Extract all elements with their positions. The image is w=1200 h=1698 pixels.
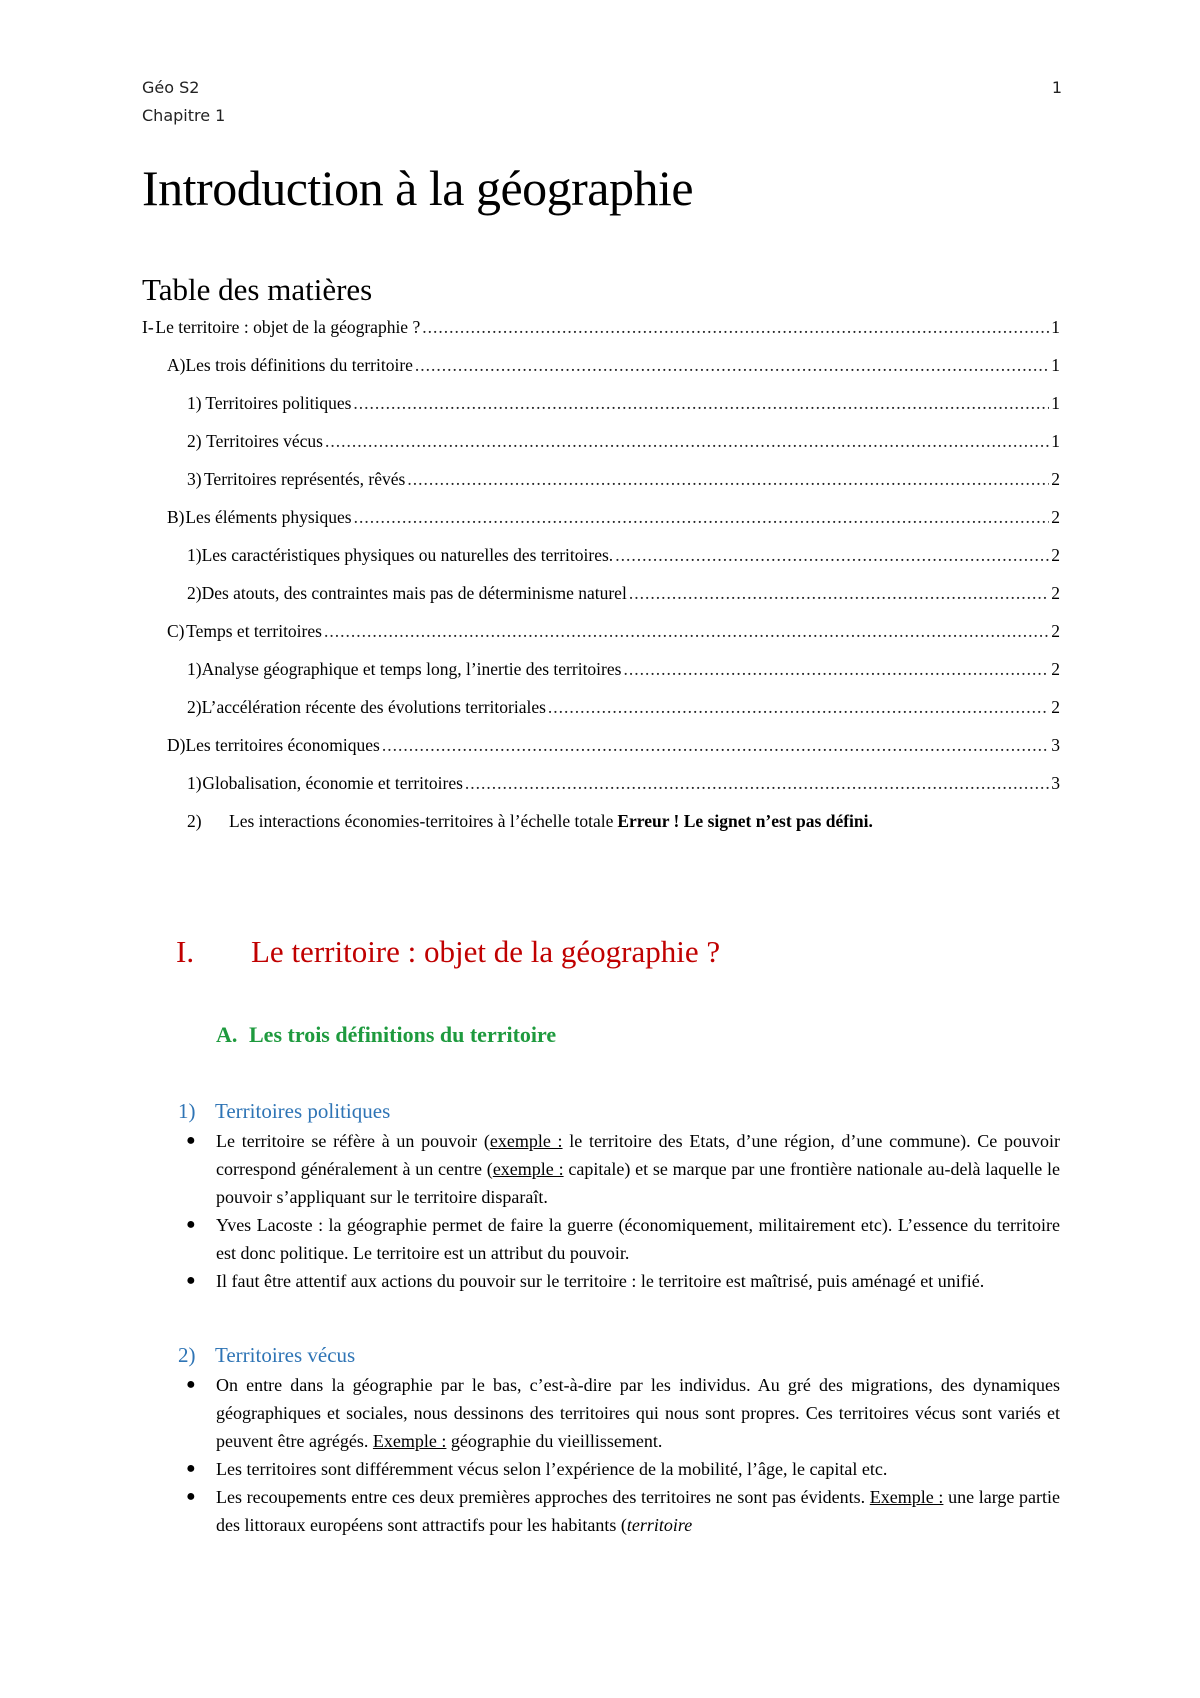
toc-entry-number: 1) [187, 659, 202, 679]
bullet-icon: ● [186, 1460, 196, 1477]
toc-entry-label: Temps et territoires [186, 621, 322, 641]
toc-entry-number: 2) [187, 811, 202, 831]
toc-entry-label: Des atouts, des contraintes mais pas de déterminisme naturel [201, 583, 627, 603]
toc-entry-number: 1) [187, 393, 202, 413]
toc-entry-number: 2) [187, 431, 202, 451]
toc-leader [415, 346, 1049, 384]
part-heading-2 [178, 1341, 355, 1369]
underlined-text: Exemple : [372, 1431, 447, 1451]
bullet-icon: ● [186, 1216, 196, 1233]
text-run: Il faut être attentif aux actions du pouvoir sur le territoire : le territoire est maîtrisé, puis aménagé et unifié. [216, 1271, 985, 1291]
subsection-title: Les trois définitions du territoire [249, 1022, 557, 1047]
bullet-icon: ● [186, 1488, 196, 1505]
document-title: Introduction à la géographie [142, 160, 694, 216]
toc-entry-label: Globalisation, économie et territoires [202, 773, 463, 793]
toc-entry-page: 1 [1051, 431, 1060, 451]
toc-entry[interactable] [142, 726, 1060, 764]
toc-leader [623, 650, 1049, 688]
section-title: Le territoire : objet de la géographie ? [251, 934, 721, 969]
text-run: géographie du vieillissement. [446, 1431, 663, 1451]
toc-heading: Table des matières [142, 272, 373, 307]
table-of-contents [142, 308, 1060, 840]
toc-entry[interactable] [142, 384, 1060, 422]
subsection-heading-a [216, 1020, 556, 1050]
toc-entry-label: Le territoire : objet de la géographie ? [155, 317, 421, 337]
toc-entry-label: Territoires représentés, rêvés [203, 469, 406, 489]
toc-entry-number: 1) [187, 545, 202, 565]
toc-leader [629, 574, 1049, 612]
toc-entry-page: 2 [1051, 545, 1060, 565]
bullet-icon: ● [186, 1272, 196, 1289]
toc-entry-page: 3 [1051, 773, 1060, 793]
toc-entry-page: 2 [1051, 621, 1060, 641]
toc-entry-label: L’accélération récente des évolutions territoriales [201, 697, 546, 717]
toc-entry-label: Territoires politiques [205, 393, 352, 413]
text-run: On entre dans la géographie par le bas, c’est-à-dire par les individus. Au gré des migrations, des dynamiques géographiques et sociales, nous dessinons des territoires qui nous sont propres. Ces territoires vécus sont variés et peuvent être agrégés. [216, 1375, 1060, 1451]
toc-entry-page: 1 [1051, 393, 1060, 413]
toc-entry-page: 1 [1051, 317, 1060, 337]
toc-entry[interactable] [142, 764, 1060, 802]
list-item [180, 1211, 1060, 1267]
toc-entry-page: 2 [1051, 507, 1060, 527]
toc-entry[interactable] [142, 498, 1060, 536]
part-title: Territoires politiques [215, 1099, 391, 1123]
part-heading-1 [178, 1097, 390, 1125]
part-number: 2) [178, 1343, 196, 1367]
toc-entry[interactable] [142, 650, 1060, 688]
toc-leader [407, 460, 1049, 498]
toc-entry-label: Les interactions économies-territoires à l’échelle totale [229, 811, 614, 831]
header-course: Géo S2 [142, 78, 200, 97]
toc-entry-number: I- [142, 317, 154, 337]
toc-entry-label: Les trois définitions du territoire [185, 355, 413, 375]
toc-entry-number: A) [167, 355, 186, 375]
toc-leader [324, 612, 1049, 650]
text-run: Les recoupements entre ces deux premières approches des territoires ne sont pas évidents. [216, 1487, 870, 1507]
toc-entry[interactable] [142, 536, 1060, 574]
toc-entry[interactable] [142, 802, 1060, 840]
toc-entry-label: Les éléments physiques [185, 507, 352, 527]
page-number: 1 [1051, 78, 1062, 97]
toc-entry-number: C) [167, 621, 185, 641]
toc-entry-page: 2 [1051, 583, 1060, 603]
toc-entry-label: Territoires vécus [206, 431, 323, 451]
toc-leader [548, 688, 1049, 726]
bullet-list-political [180, 1127, 1060, 1295]
toc-entry-label: Les territoires économiques [185, 735, 380, 755]
toc-entry[interactable] [142, 574, 1060, 612]
toc-leader [354, 498, 1050, 536]
page-header [142, 74, 225, 130]
toc-entry[interactable] [142, 612, 1060, 650]
toc-entry-label: Analyse géographique et temps long, l’inertie des territoires [201, 659, 622, 679]
toc-entry[interactable] [142, 688, 1060, 726]
subsection-number: A. [216, 1022, 238, 1047]
toc-leader [422, 308, 1049, 346]
toc-entry-number: B) [167, 507, 185, 527]
toc-entry-number: 2) [187, 583, 202, 603]
toc-entry-number: 2) [187, 697, 202, 717]
toc-entry[interactable] [142, 422, 1060, 460]
toc-bookmark-error: Erreur ! Le signet n’est pas défini. [617, 811, 873, 831]
toc-entry[interactable] [142, 346, 1060, 384]
list-item [180, 1127, 1060, 1211]
list-item [180, 1267, 1060, 1295]
text-run: Les territoires sont différemment vécus selon l’expérience de la mobilité, l’âge, le capital etc. [216, 1459, 888, 1479]
bullet-list-lived [180, 1371, 1060, 1539]
part-title: Territoires vécus [215, 1343, 356, 1367]
list-item [180, 1483, 1060, 1539]
toc-entry-page: 2 [1051, 659, 1060, 679]
toc-leader [615, 536, 1049, 574]
text-run: Yves Lacoste : la géographie permet de faire la guerre (économiquement, militairement etc). L’essence du territoire est donc politique. Le territoire est un attribut du pouvoir. [216, 1215, 1060, 1263]
toc-entry-page: 2 [1051, 469, 1060, 489]
part-number: 1) [178, 1099, 196, 1123]
text-run: capitale) et se marque par une frontière nationale au-delà laquelle le pouvoir s’appliquant sur le territoire disparaît. [216, 1159, 1060, 1207]
header-chapter: Chapitre 1 [142, 106, 226, 125]
text-run: le territoire des Etats, d’une région, d’une commune). Ce pouvoir correspond généralement à un centre ( [216, 1131, 1060, 1179]
text-run: une large partie des littoraux européens sont attractifs pour les habitants ( [216, 1487, 1060, 1535]
toc-leader [465, 764, 1049, 802]
section-number: I. [176, 934, 195, 969]
list-item [180, 1371, 1060, 1455]
toc-leader [353, 384, 1049, 422]
toc-entry-page: 3 [1051, 735, 1060, 755]
list-item [180, 1455, 1060, 1483]
bullet-icon: ● [186, 1132, 196, 1149]
toc-entry-number: 3) [187, 469, 202, 489]
toc-entry-page: 2 [1051, 697, 1060, 717]
toc-entry-number: 1) [187, 773, 202, 793]
toc-leader [325, 422, 1049, 460]
toc-entry-page: 1 [1051, 355, 1060, 375]
underlined-text: exemple : [489, 1131, 563, 1151]
toc-entry-label: Les caractéristiques physiques ou naturelles des territoires. [201, 545, 614, 565]
toc-entry[interactable] [142, 308, 1060, 346]
section-heading-1 [176, 932, 720, 972]
bullet-icon: ● [186, 1376, 196, 1393]
toc-entry[interactable] [142, 460, 1060, 498]
italic-text: territoire [626, 1515, 693, 1535]
toc-leader [382, 726, 1049, 764]
underlined-text: exemple : [492, 1159, 564, 1179]
text-run: Le territoire se réfère à un pouvoir ( [216, 1131, 490, 1151]
underlined-text: Exemple : [869, 1487, 944, 1507]
toc-entry-number: D) [167, 735, 186, 755]
